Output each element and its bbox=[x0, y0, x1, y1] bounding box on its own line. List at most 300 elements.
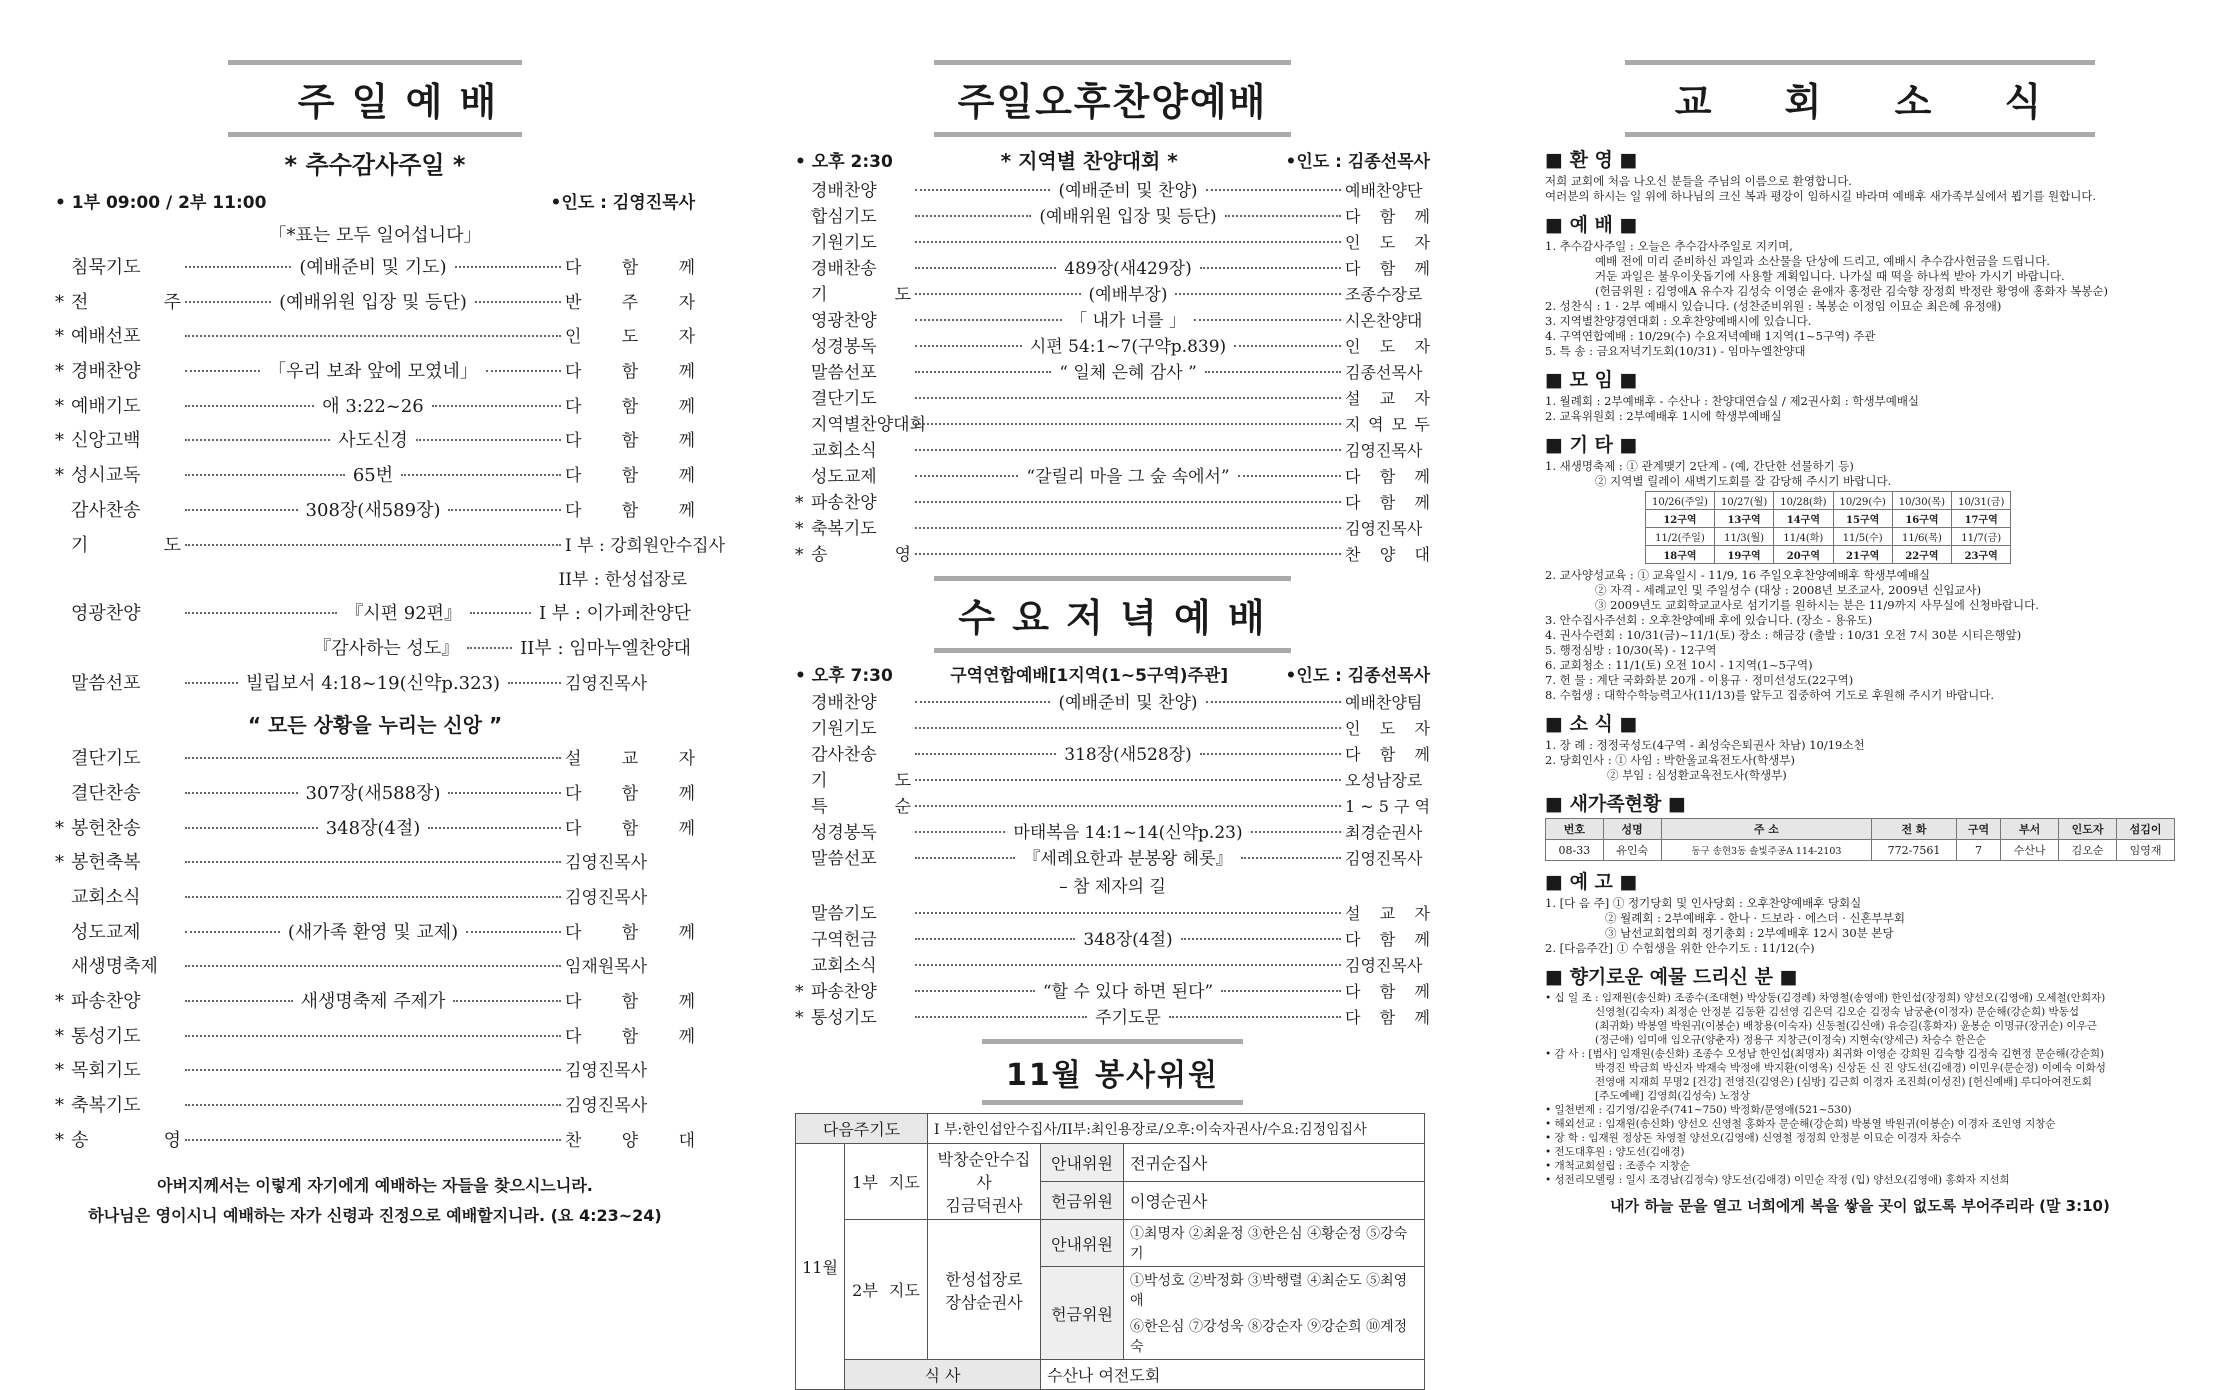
order-leader: 설 교 자 bbox=[1345, 389, 1430, 408]
dot-leader bbox=[1206, 189, 1341, 191]
offering-line: [주도예배] 김영희(김성숙) 노정상 bbox=[1595, 1090, 1750, 1102]
family-head-cell: 섬김이 bbox=[2117, 819, 2175, 840]
order-row bbox=[795, 740, 1430, 766]
order-row bbox=[55, 1126, 695, 1161]
order-label: 기원기도 bbox=[811, 719, 877, 739]
order-leader: 김영진목사 bbox=[1345, 519, 1423, 538]
order-detail: 애 3:22~26 bbox=[322, 395, 424, 417]
news-title-heading bbox=[1545, 60, 2175, 137]
order-detail: 307장(새588장) bbox=[305, 782, 441, 804]
order-row bbox=[795, 176, 1430, 202]
dot-leader bbox=[1205, 371, 1341, 373]
order-detail: (예배준비 및 찬양) bbox=[1058, 181, 1198, 201]
dot-leader bbox=[1181, 938, 1341, 940]
order-star: * bbox=[55, 817, 64, 839]
notice-text bbox=[1545, 738, 2175, 783]
meal: 수산나 여전도회 bbox=[1041, 1360, 1425, 1390]
dot-leader bbox=[486, 370, 561, 372]
announce-line: ② 월례회 : 2부예배후 - 한나 · 드보라 · 에스더 · 신혼부부회 bbox=[1605, 911, 1905, 925]
order-leader: 다 함 께 bbox=[565, 818, 696, 839]
dot-leader bbox=[915, 912, 1341, 914]
worship-line-1: 1. 추수감사주일 : 오늘은 추수감사주일로 지키며, bbox=[1545, 239, 1793, 253]
order-row bbox=[795, 306, 1430, 332]
dot-leader bbox=[185, 439, 330, 441]
dot-leader bbox=[915, 527, 1341, 529]
sunday-info-line bbox=[55, 188, 695, 213]
etc-heading: ■ 기 타 ■ bbox=[1545, 434, 1638, 456]
order-leader: 지 역 모 두 bbox=[1345, 415, 1430, 434]
offering-line: • 성전리모델링 : 일시 조경남(김정숙) 양도선(김애경) 이민순 작정 (입) 양선오(김영애) 홍화자 지선희 bbox=[1545, 1174, 2010, 1186]
order-leader: 다 함 께 bbox=[565, 258, 695, 278]
order-label: 침묵기도 bbox=[71, 257, 141, 278]
order-leader: 김종선목사 bbox=[1345, 363, 1423, 382]
dot-leader bbox=[455, 266, 561, 268]
dot-leader bbox=[185, 474, 345, 476]
order-row bbox=[55, 392, 695, 427]
order-label: 경배찬송 bbox=[811, 259, 877, 279]
sunday-sermon-by: 김영진목사 bbox=[565, 673, 648, 694]
dot-leader bbox=[915, 189, 1050, 191]
cal-cell: 11/2(주일) bbox=[1646, 528, 1715, 546]
order-label: 기 도 bbox=[811, 285, 911, 305]
order-detail: 318장(새528장) bbox=[1064, 745, 1192, 765]
worship-heading: ■ 예 배 ■ bbox=[1545, 214, 1638, 236]
cal-cell: 10/31(금) bbox=[1952, 492, 2011, 510]
order-leader: 다 함 께 bbox=[565, 396, 695, 417]
next-prayer-label: 다음주기도 bbox=[796, 1114, 928, 1144]
dot-leader bbox=[915, 990, 1035, 992]
order-leader: 김영진목사 bbox=[1345, 956, 1423, 975]
sunday-praise-label: 영광찬양 bbox=[71, 603, 141, 625]
order-row bbox=[55, 531, 726, 566]
wednesday-sermon-sub: – 참 제자의 길 bbox=[1059, 877, 1166, 897]
worship-text bbox=[1545, 239, 2175, 359]
order-row bbox=[795, 436, 1430, 462]
part2-jido: 지도 bbox=[888, 1281, 920, 1300]
order-label: 통성기도 bbox=[811, 1008, 877, 1028]
part2-offer-label: 헌금위원 bbox=[1041, 1267, 1124, 1360]
middle-column bbox=[795, 60, 1430, 1390]
afternoon-subtitle: * 지역별 찬양대회 * bbox=[1000, 149, 1178, 173]
order-leader: 임재원목사 bbox=[565, 957, 648, 978]
welcome-heading: ■ 환 영 ■ bbox=[1545, 149, 1638, 171]
order-label: 경배찬양 bbox=[811, 181, 877, 201]
announce-line: ③ 남선교회협의회 정기총회 : 2부예배후 12시 30분 본당 bbox=[1605, 926, 1894, 940]
sunday-praise1-song: 『시편 92편』 bbox=[345, 603, 463, 625]
sunday-praise2-by: II부 : 임마누엘찬양대 bbox=[520, 637, 691, 659]
order-row bbox=[795, 688, 1430, 714]
welcome-line-1: 저희 교회에 처음 나오신 분들을 주님의 이름으로 환영합니다. bbox=[1545, 174, 1852, 188]
order-leader: 다 함 께 bbox=[565, 431, 695, 452]
part2-label: 2부 bbox=[852, 1281, 878, 1300]
order-label: 감사찬송 bbox=[71, 499, 141, 521]
etc-more-text bbox=[1545, 568, 2175, 703]
order-leader: 인 도 자 bbox=[1345, 337, 1431, 356]
order-leader: 다 함 께 bbox=[565, 922, 696, 943]
dot-leader bbox=[185, 509, 298, 511]
order-leader: 김영진목사 bbox=[1345, 441, 1423, 460]
order-row bbox=[795, 280, 1430, 306]
order-row bbox=[795, 818, 1430, 844]
dot-leader bbox=[448, 509, 561, 511]
order-row bbox=[55, 918, 695, 953]
family-head-cell: 주 소 bbox=[1661, 819, 1871, 840]
order-row bbox=[795, 254, 1430, 280]
dot-leader bbox=[185, 1139, 561, 1141]
order-label: 축복기도 bbox=[71, 1095, 141, 1117]
order-label: 감사찬송 bbox=[811, 745, 877, 765]
offering-line: • 장 학 : 임재원 정상돈 차영철 양선오(김영애) 신영철 정정희 안정분 이묘순 이경자 차승수 bbox=[1545, 1132, 1962, 1144]
order-row bbox=[795, 358, 1430, 384]
order-star: * bbox=[55, 1025, 64, 1047]
order-leader: 예배찬양팀 bbox=[1345, 693, 1423, 712]
order-label: 예배선포 bbox=[71, 326, 141, 348]
order-row bbox=[795, 540, 1430, 566]
dot-leader bbox=[1194, 319, 1341, 321]
order-leader: 시온찬양대 bbox=[1345, 311, 1423, 330]
cal-cell: 11/5(수) bbox=[1833, 528, 1892, 546]
dot-leader bbox=[185, 1069, 561, 1071]
offering-heading: ■ 향기로운 예물 드리신 분 ■ bbox=[1545, 966, 1798, 988]
wednesday-order-list-2 bbox=[795, 899, 1430, 1029]
order-detail: 마태복음 14:1~14(신약p.23) bbox=[1013, 823, 1243, 843]
order-star: * bbox=[795, 1008, 804, 1028]
announce-heading: ■ 예 고 ■ bbox=[1545, 871, 1638, 893]
order-label: 파송찬양 bbox=[811, 493, 877, 513]
order-detail: 「우리 보좌 앞에 모였네」 bbox=[268, 361, 478, 383]
order-row bbox=[795, 1003, 1430, 1029]
etc-more-line: 3. 안수집사주선회 : 오후찬양예배 후에 있습니다. (장소 - 용유도) bbox=[1545, 613, 1873, 627]
order-row bbox=[55, 322, 695, 357]
order-label: 결단기도 bbox=[71, 748, 141, 770]
part1-leaders: 박창순안수집사 김금덕권사 bbox=[928, 1144, 1041, 1220]
etc-line-1b: ② 지역별 릴레이 새벽기도회를 잘 감당해 주시기 바랍니다. bbox=[1595, 474, 1892, 488]
dot-leader bbox=[185, 405, 314, 407]
cal-cell: 17구역 bbox=[1952, 510, 2011, 528]
service-table bbox=[795, 1113, 1425, 1390]
service-title-heading bbox=[795, 1039, 1430, 1105]
welcome-text bbox=[1545, 174, 2175, 204]
dot-leader bbox=[915, 475, 1018, 477]
dot-leader bbox=[915, 1016, 1087, 1018]
cal-cell: 21구역 bbox=[1833, 546, 1892, 564]
order-star: * bbox=[55, 395, 64, 417]
offering-line: • 십 일 조 : 임재원(송신화) 조종수(조대현) 박상동(김경례) 차영철(송영애) 한인섭(장정희) 양선오(김영애) 오세철(안희자) bbox=[1545, 992, 2106, 1004]
family-cell: 동구 송현3동 솔빛주공A 114-2103 bbox=[1661, 840, 1871, 861]
order-label: 파송찬양 bbox=[71, 991, 141, 1013]
order-label: 성시교독 bbox=[71, 465, 141, 487]
order-star: * bbox=[55, 361, 64, 383]
order-leader: 인 도 자 bbox=[1345, 719, 1430, 738]
order-leader: 예배찬양단 bbox=[1345, 181, 1423, 200]
order-leader: 다 함 께 bbox=[565, 783, 696, 804]
order-row bbox=[55, 744, 695, 779]
order-star: * bbox=[55, 852, 64, 874]
offering-line: 전영애 지재희 무명2 [건강] 전영진(김영은) [심방] 김근희 이경자 조진희(이성진) [헌신예배] 루디아여전도회 bbox=[1595, 1076, 2092, 1088]
family-head-cell: 번호 bbox=[1546, 819, 1604, 840]
order-label: 말씀선포 bbox=[811, 849, 877, 869]
dot-leader bbox=[915, 727, 1341, 729]
order-leader: 다 함 께 bbox=[1345, 207, 1430, 226]
cal-cell: 11/7(금) bbox=[1952, 528, 2011, 546]
cal-cell: 15구역 bbox=[1833, 510, 1892, 528]
dot-leader bbox=[915, 857, 1015, 859]
notice-line: 1. 장 례 : 정정국성도(4구역 - 최성숙은퇴권사 차남) 10/19소천 bbox=[1545, 738, 1865, 752]
dot-leader bbox=[185, 301, 271, 303]
order-detail: (예배준비 및 찬양) bbox=[1058, 693, 1198, 713]
order-detail: 시편 54:1~7(구약p.839) bbox=[1029, 337, 1227, 357]
part1-guide: 전귀순집사 bbox=[1124, 1144, 1425, 1182]
etc-more-line: ② 자격 - 세례교인 및 주일성수 (대상 : 2008년 보조교사, 2009년 신입교사) bbox=[1595, 583, 1982, 597]
family-head-cell: 인도자 bbox=[2059, 819, 2117, 840]
order-leader: 인 도 자 bbox=[1345, 233, 1430, 252]
dot-leader bbox=[401, 474, 561, 476]
sunday-leader: •인도 : 김영진목사 bbox=[550, 193, 695, 213]
order-row bbox=[55, 779, 695, 814]
order-label: 성경봉독 bbox=[811, 337, 877, 357]
dot-leader bbox=[185, 1000, 293, 1002]
afternoon-leader: •인도 : 김종선목사 bbox=[1285, 152, 1430, 172]
order-label: 축복기도 bbox=[811, 519, 877, 539]
service-month: 11월 bbox=[796, 1144, 845, 1390]
order-row bbox=[55, 1091, 695, 1126]
order-label: 교회소식 bbox=[71, 887, 141, 908]
order-leader: 다 함 께 bbox=[1345, 493, 1430, 512]
offering-line: • 일천번제 : 김기영/김윤주(741~750) 박정화/문영애(521~530) bbox=[1545, 1104, 1852, 1116]
order-detail: 새생명축제 주제가 bbox=[300, 991, 446, 1013]
order-leader: 다 함 께 bbox=[1345, 982, 1430, 1001]
sunday-prayer-2: II부 : 한성섭장로 bbox=[558, 570, 687, 591]
order-star: * bbox=[795, 519, 804, 539]
cal-cell: 11/3(월) bbox=[1714, 528, 1773, 546]
family-head-cell: 부서 bbox=[2001, 819, 2059, 840]
etc-more-line: 4. 권사수련회 : 10/31(금)~11/1(토) 장소 : 해금강 (출발 : 10/31 오전 7시 30분 시티은행앞) bbox=[1545, 628, 2022, 642]
dot-leader bbox=[185, 1104, 561, 1106]
order-leader: 김영진목사 bbox=[565, 853, 648, 874]
sunday-time: • 1부 09:00 / 2부 11:00 bbox=[55, 193, 267, 213]
order-leader: 조종수장로 bbox=[1345, 285, 1423, 304]
dot-leader bbox=[185, 861, 561, 863]
order-detail: 65번 bbox=[352, 465, 394, 487]
dot-leader bbox=[1251, 831, 1341, 833]
sunday-title: 주 일 예 배 bbox=[228, 60, 523, 137]
order-star: * bbox=[55, 430, 64, 452]
order-leader: 설 교 자 bbox=[1345, 904, 1430, 923]
dot-leader bbox=[1175, 293, 1341, 295]
news-column bbox=[1545, 60, 2175, 1221]
dot-leader bbox=[915, 293, 1081, 295]
order-star: * bbox=[795, 545, 804, 565]
dot-leader bbox=[185, 931, 280, 933]
dot-leader bbox=[466, 931, 561, 933]
part2-guide: ①최명자 ②최윤정 ③한은심 ④황순정 ⑤강숙기 bbox=[1124, 1220, 1425, 1267]
wednesday-subtitle: 구역연합예배[1지역(1~5구역)주관] bbox=[950, 666, 1229, 686]
cal-cell: 20구역 bbox=[1774, 546, 1833, 564]
offering-line: 신영철(김숙자) 최정순 안정분 김동환 김선영 김은덕 김오순 김정숙 남궁춘(이정자) 문순해(강순희) 박동섭 bbox=[1595, 1006, 2079, 1018]
cal-cell: 10/26(주일) bbox=[1646, 492, 1715, 510]
order-star: * bbox=[55, 1095, 64, 1117]
sunday-footer-verse bbox=[55, 1171, 695, 1231]
order-label: 성도교제 bbox=[71, 921, 141, 943]
dot-leader bbox=[915, 397, 1341, 399]
family-head-cell: 성명 bbox=[1603, 819, 1661, 840]
order-leader: 다 함 께 bbox=[565, 992, 696, 1013]
part1-label: 1부 bbox=[852, 1173, 878, 1192]
order-star: * bbox=[55, 991, 64, 1013]
order-row bbox=[795, 766, 1430, 792]
order-label: 통성기도 bbox=[71, 1025, 141, 1047]
notice-heading: ■ 소 식 ■ bbox=[1545, 713, 1638, 735]
offering-text bbox=[1545, 991, 2175, 1187]
order-row bbox=[795, 792, 1430, 818]
order-star: * bbox=[55, 465, 64, 487]
worship-line-4: (헌금위원 : 김영애A 유수자 김성숙 이영순 윤애자 홍정란 김숙향 장정희 박정란 황영애 홍화자 복봉순) bbox=[1595, 284, 2109, 298]
order-row bbox=[55, 952, 695, 987]
order-label: 결단기도 bbox=[811, 389, 877, 409]
worship-line-6: 3. 지역별찬양경연대회 : 오후찬양예배시에 있습니다. bbox=[1545, 314, 1812, 328]
part2-offer-2: ⑥한은심 ⑦강성욱 ⑧강순자 ⑨강순희 ⑩계정숙 bbox=[1124, 1313, 1425, 1360]
order-leader: 인 도 자 bbox=[565, 327, 695, 348]
wednesday-time: • 오후 7:30 bbox=[795, 666, 893, 686]
order-leader: 설 교 자 bbox=[565, 749, 695, 770]
dot-leader bbox=[915, 753, 1056, 755]
order-label: 기 도 bbox=[811, 771, 911, 791]
dot-leader bbox=[915, 779, 1341, 781]
dot-leader bbox=[1200, 267, 1341, 269]
offering-line: (최귀화) 박봉열 박원귀(이봉순) 배창용(이숙자) 신동철(김신애) 유승길(홍화자) 윤봉순 이명규(장귀순) 이우근 bbox=[1595, 1020, 2097, 1032]
cal-cell: 12구역 bbox=[1646, 510, 1715, 528]
sunday-footer-line-1: 아버지께서는 이렇게 자기에게 예배하는 자들을 찾으시느니라. bbox=[157, 1175, 593, 1195]
order-leader: 김영진목사 bbox=[1345, 849, 1423, 868]
cal-cell: 18구역 bbox=[1646, 546, 1715, 564]
dot-leader bbox=[185, 827, 318, 829]
part1-offer-label: 헌금위원 bbox=[1041, 1182, 1124, 1220]
order-label: 송 영 bbox=[811, 545, 911, 565]
order-label: 기원기도 bbox=[811, 233, 877, 253]
order-row bbox=[795, 977, 1430, 1003]
offering-line: (정근애) 임미애 임오규(양춘자) 정용구 지창근(이정숙) 지현숙(양세근) 차승수 한은순 bbox=[1595, 1034, 1986, 1046]
dot-leader bbox=[185, 335, 561, 337]
meeting-line-2: 2. 교육위원회 : 2부예배후 1시에 학생부예배실 bbox=[1545, 409, 1782, 423]
dot-leader bbox=[1241, 857, 1341, 859]
order-row bbox=[795, 462, 1430, 488]
order-leader: 다 함 께 bbox=[1345, 1008, 1431, 1027]
order-detail: 489장(새429장) bbox=[1064, 259, 1192, 279]
order-detail: (예배부장) bbox=[1088, 285, 1168, 305]
dot-leader bbox=[915, 423, 1341, 425]
order-detail: (새가족 환영 및 교제) bbox=[287, 921, 459, 943]
order-row bbox=[795, 844, 1430, 870]
dot-leader bbox=[185, 1035, 561, 1037]
order-star: * bbox=[55, 291, 64, 313]
order-label: 성도교제 bbox=[811, 467, 877, 487]
etc-more-line: 8. 수험생 : 대학수학능력고사(11/13)를 앞두고 집중하여 기도로 후원해 주시기 바랍니다. bbox=[1545, 688, 1995, 702]
order-leader: 다 함 께 bbox=[1345, 930, 1430, 949]
service-title: 11월 봉사위원 bbox=[982, 1039, 1243, 1105]
announce-text bbox=[1545, 896, 2175, 956]
sunday-praise2-song: 『감사하는 성도』 bbox=[313, 637, 460, 659]
sunday-praise1-by: I 부 : 이가페찬양단 bbox=[538, 603, 691, 625]
part1-jido: 지도 bbox=[888, 1173, 920, 1192]
family-head-cell: 전 화 bbox=[1872, 819, 1957, 840]
etc-more-line: ③ 2009년도 교회학교교사로 섬기기를 원하시는 분은 11/9까지 사무실에 신청바랍니다. bbox=[1595, 598, 2039, 612]
offering-line: • 전도대후원 : 양도선(김애경) bbox=[1545, 1146, 1685, 1158]
dot-leader bbox=[915, 371, 1051, 373]
cal-cell: 14구역 bbox=[1774, 510, 1833, 528]
dot-leader bbox=[1206, 701, 1341, 703]
order-label: 교회소식 bbox=[811, 956, 877, 976]
order-row bbox=[55, 426, 695, 461]
worship-line-8: 5. 특 송 : 금요저녁기도회(10/31) - 임마누엘찬양대 bbox=[1545, 344, 1806, 358]
part2-offer-1: ①박성호 ②박정화 ③박행렬 ④최순도 ⑤최영애 bbox=[1124, 1267, 1425, 1314]
etc-more-line: 2. 교사양성교육 : ① 교육일시 - 11/9, 16 주일오후찬양예배후 학생부예배실 bbox=[1545, 568, 1930, 582]
dot-leader bbox=[915, 701, 1050, 703]
wednesday-info-line bbox=[795, 661, 1430, 686]
order-row bbox=[795, 488, 1430, 514]
worship-line-2: 예배 전에 미리 준비하신 과일과 소산물을 단상에 드리고, 예배시 추수감사헌금을 드립니다. bbox=[1595, 254, 2050, 268]
order-label: 경배찬양 bbox=[71, 361, 141, 383]
order-leader: 다 함 께 bbox=[1345, 745, 1430, 764]
afternoon-time: • 오후 2:30 bbox=[795, 152, 893, 172]
sunday-praise-row bbox=[55, 599, 695, 634]
order-leader: 반 주 자 bbox=[565, 292, 696, 313]
welcome-line-2: 여러분의 하시는 일 위에 하나님의 크신 복과 평강이 임하시길 바라며 예배후 새가족부실에서 뵙기를 원합니다. bbox=[1545, 189, 2097, 203]
family-cell: 08-33 bbox=[1546, 840, 1604, 861]
dot-leader bbox=[915, 319, 1062, 321]
cal-cell: 11/4(화) bbox=[1774, 528, 1833, 546]
offering-line: • 개척교회설립 : 조종수 지창순 bbox=[1545, 1160, 1690, 1172]
cal-cell: 23구역 bbox=[1952, 546, 2011, 564]
order-label: 신앙고백 bbox=[71, 430, 141, 452]
dot-leader bbox=[915, 553, 1341, 555]
order-row bbox=[795, 925, 1430, 951]
offering-line: 박경진 박금희 박신자 박재숙 박정애 박지환(이영옥) 신상돈 신 진 양도선(김애경) 이민우(문순정) 이예숙 이화성 bbox=[1595, 1062, 2106, 1074]
order-label: 송 영 bbox=[71, 1129, 181, 1151]
order-detail: 『세례요한과 분봉왕 헤롯』 bbox=[1023, 849, 1233, 869]
order-row bbox=[795, 228, 1430, 254]
order-row bbox=[55, 288, 695, 323]
dot-leader bbox=[1221, 990, 1341, 992]
offering-line: • 해외선교 : 임재원(송신화) 양선오 신영철 홍화자 문순해(강순희) 박봉열 박원귀(이봉순) 이경자 조인영 지창순 bbox=[1545, 1118, 2056, 1130]
order-leader: 다 함 께 bbox=[565, 466, 696, 487]
order-label: 기 도 bbox=[71, 534, 181, 556]
order-label: 성경봉독 bbox=[811, 823, 877, 843]
order-row bbox=[55, 496, 695, 531]
cal-cell: 10/28(화) bbox=[1774, 492, 1833, 510]
afternoon-title: 주일오후찬양예배 bbox=[934, 60, 1292, 137]
order-label: 목회기도 bbox=[71, 1060, 141, 1082]
cal-cell: 10/27(월) bbox=[1714, 492, 1773, 510]
order-row bbox=[795, 514, 1430, 540]
dot-leader bbox=[1234, 345, 1341, 347]
dot-leader bbox=[185, 896, 561, 898]
dot-leader bbox=[185, 757, 561, 759]
notice-line: ② 부임 : 심성환교육전도사(학생부) bbox=[1607, 768, 1787, 782]
order-label: 구역헌금 bbox=[811, 930, 877, 950]
order-row bbox=[795, 714, 1430, 740]
order-leader: 다 함 께 bbox=[1345, 467, 1430, 486]
order-label: 예배기도 bbox=[71, 395, 141, 417]
order-row bbox=[795, 410, 1430, 436]
new-family-table bbox=[1545, 818, 2175, 861]
dot-leader bbox=[185, 792, 298, 794]
order-leader: 다 함 께 bbox=[565, 362, 695, 383]
order-detail: 348장(4절) bbox=[1083, 930, 1173, 950]
dot-leader bbox=[416, 439, 561, 441]
order-label: 말씀선포 bbox=[811, 363, 877, 383]
order-leader: 다 함 께 bbox=[1345, 259, 1430, 278]
worship-line-7: 4. 구역연합예배 : 10/29(수) 수요저녁예배 1지역(1~5구역) 주관 bbox=[1545, 329, 1876, 343]
